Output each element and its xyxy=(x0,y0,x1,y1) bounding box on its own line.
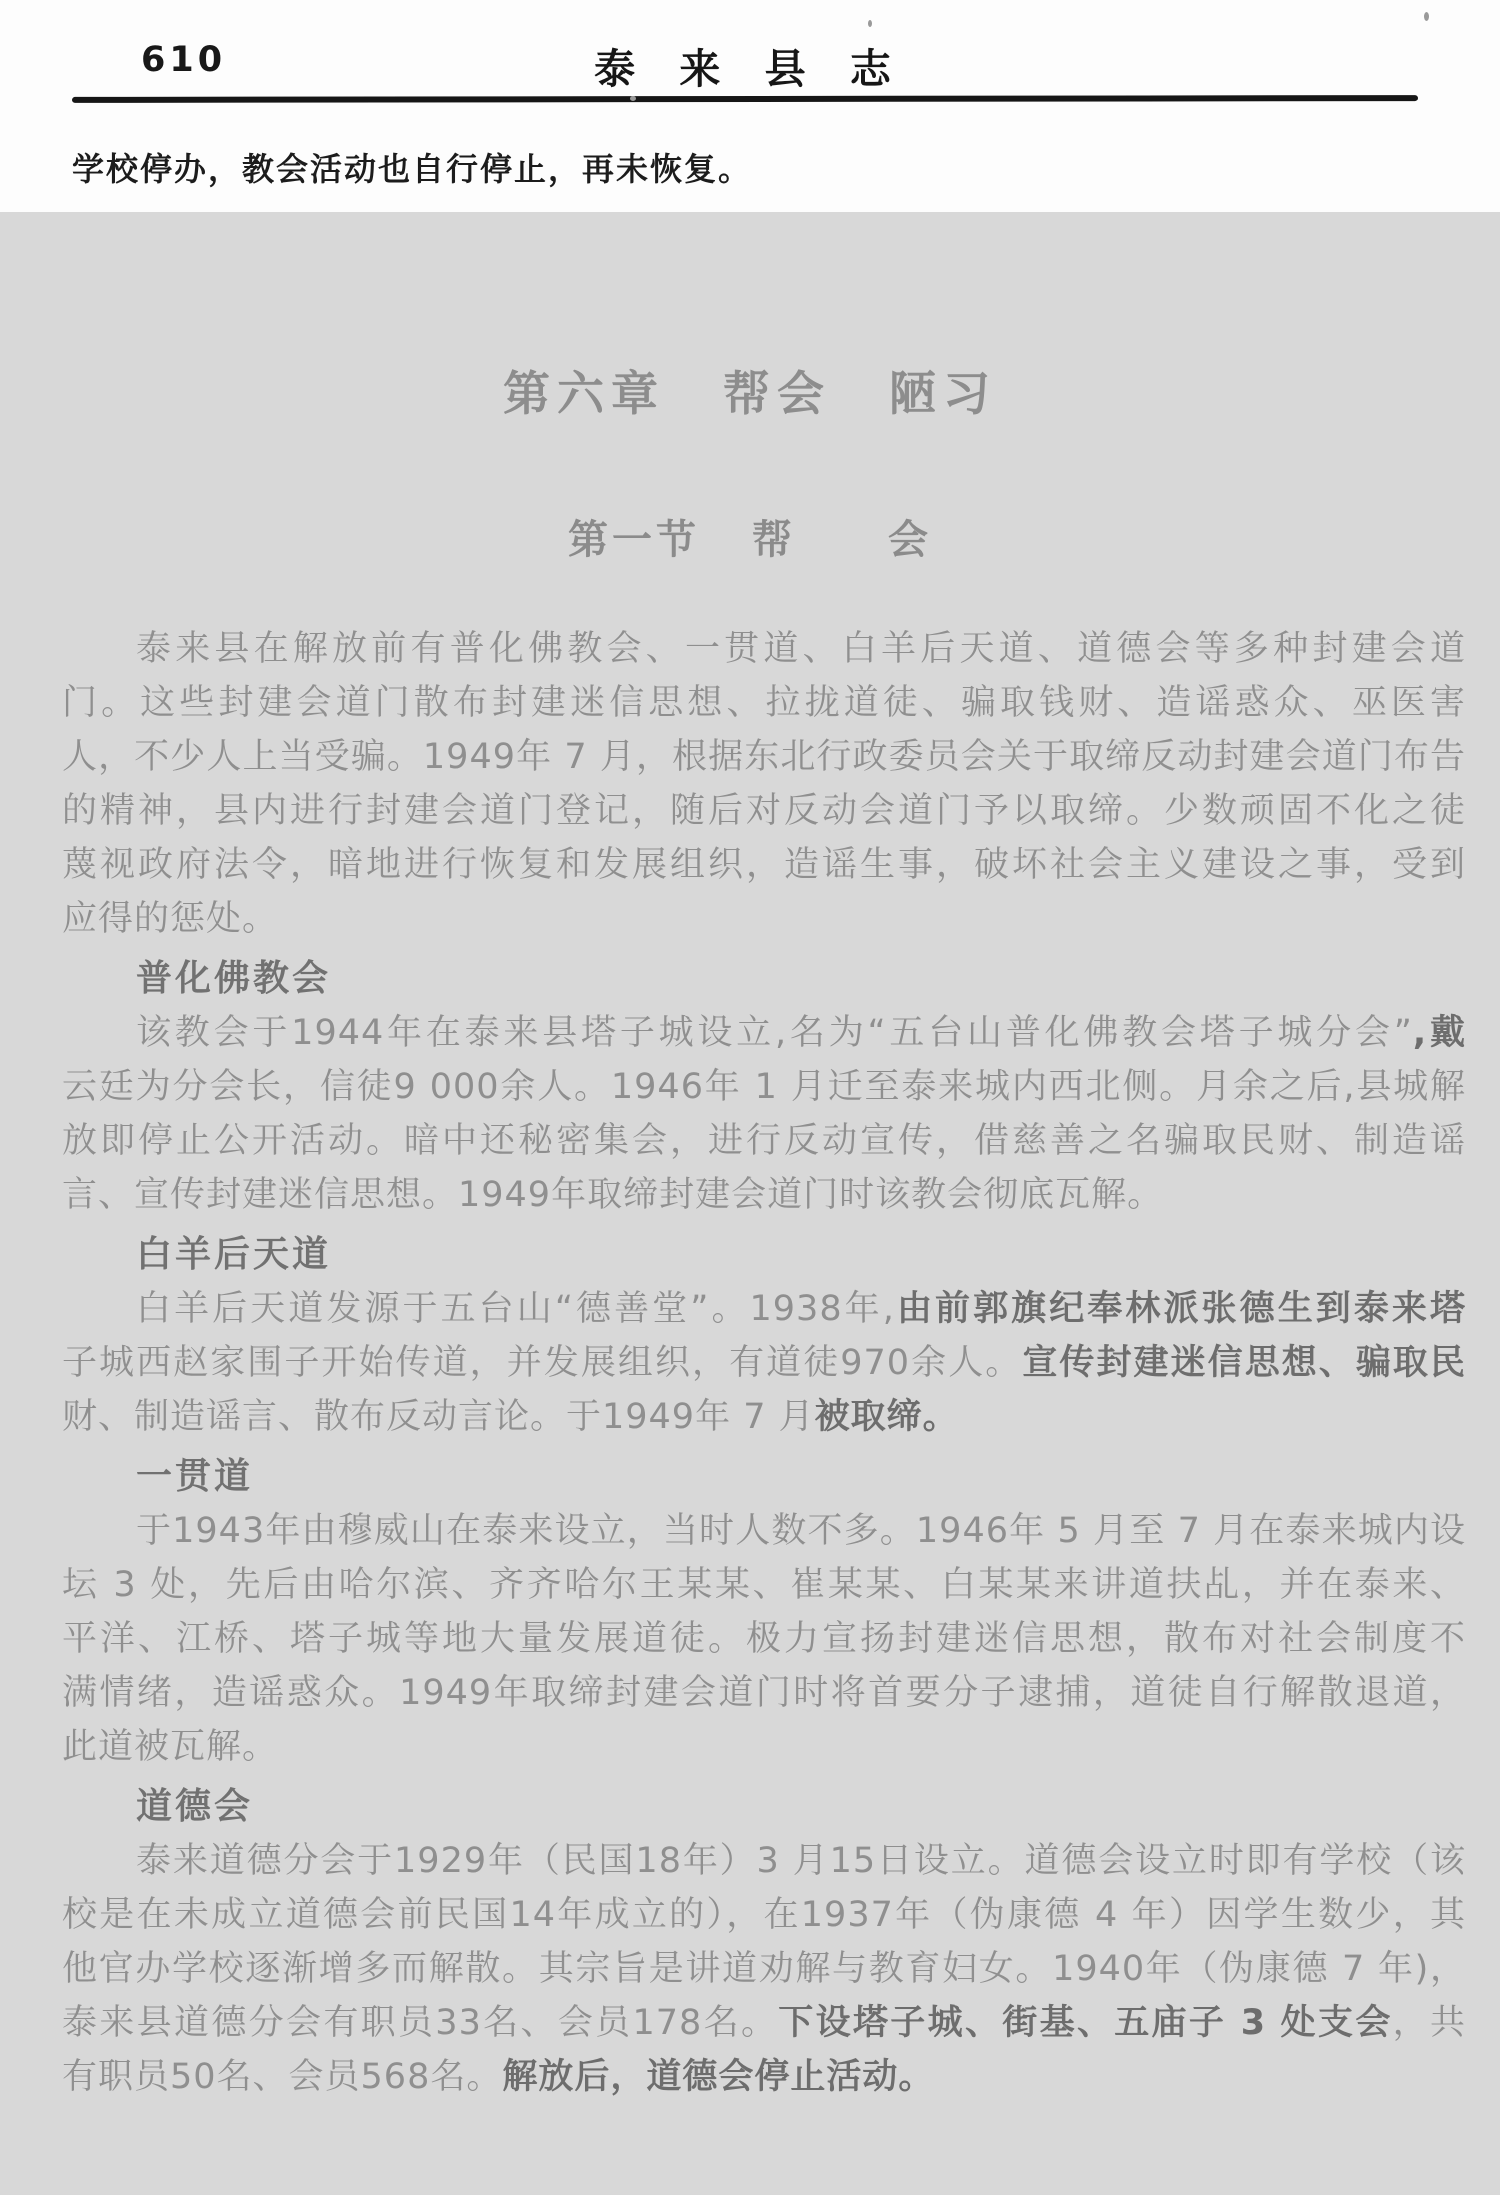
text-run: 满情绪，造谣惑众。1949年取缔封建会道门时将首要分子逮捕，道徒自行解散退道， xyxy=(62,1673,1466,1713)
text-run: 白羊后天道发源于五台山“德善堂”。1938年, xyxy=(136,1289,895,1329)
bold-text-run: 解放后，道德会停止活动。 xyxy=(502,2057,935,2097)
text-run: 的精神，县内进行封建会道门登记，随后对反动会道门予以取缔。少数顽固不化之徒 xyxy=(62,791,1466,831)
text-run: 校是在未成立道德会前民国14年成立的），在1937年（伪康德 4 年）因学生数少，其 xyxy=(62,1895,1466,1935)
text-run: 平洋、江桥、塔子城等地大量发展道徒。极力宣扬封建迷信思想，散布对社会制度不 xyxy=(62,1619,1466,1659)
scan-noise-speck xyxy=(1424,12,1429,21)
text-run: 有职员50名、会员568名。 xyxy=(62,2057,503,2097)
book-title: 泰 来 县 志 xyxy=(594,45,906,93)
text-run: 该教会于1944年在泰来县塔子城设立,名为“五台山普化佛教会塔子城分会” xyxy=(136,1013,1413,1053)
text-run: 财、制造谣言、散布反动言论。于1949年 7 月 xyxy=(62,1397,815,1437)
scanned-gray-block xyxy=(0,212,1500,2195)
text-run: ，共 xyxy=(1392,2003,1466,2043)
text-run: 坛 3 处，先后由哈尔滨、齐齐哈尔王某某、崔某某、白某某来讲道扶乩，并在泰来、 xyxy=(62,1565,1466,1605)
text-line xyxy=(62,1390,1466,1444)
text-run: 泰来道德分会于1929年（民国18年）3 月15日设立。道德会设立时即有学校（该 xyxy=(136,1841,1466,1881)
section-char-hui: 会 xyxy=(888,517,932,563)
carryover-sentence: 学校停办，教会活动也自行停止，再未恢复。 xyxy=(72,150,753,188)
text-line xyxy=(62,1888,1466,1942)
text-run: 蔑视政府法令，暗地进行恢复和发展组织，造谣生事，破坏社会主义建设之事，受到 xyxy=(62,845,1466,885)
subsection-heading: 一贯道 xyxy=(136,1456,254,1497)
text-run: 泰来县道德分会有职员33名、会员178名。 xyxy=(62,2003,779,2043)
section-title xyxy=(0,516,1500,564)
subsection-heading: 道德会 xyxy=(136,1786,254,1827)
text-run: 放即停止公开活动。暗中还秘密集会，进行反动宣传，借慈善之名骗取民财、制造谣 xyxy=(62,1121,1466,1161)
paragraph xyxy=(62,1504,1466,1774)
scan-noise-speck xyxy=(868,20,872,27)
text-line xyxy=(62,1666,1466,1720)
text-line xyxy=(62,892,1466,946)
chapter-title xyxy=(0,368,1500,422)
text-line xyxy=(62,1612,1466,1666)
text-line xyxy=(62,1504,1466,1558)
text-line xyxy=(62,1114,1466,1168)
text-line xyxy=(62,1834,1466,1888)
text-line xyxy=(62,2050,1466,2104)
text-run: 泰来县在解放前有普化佛教会、一贯道、白羊后天道、道德会等多种封建会道 xyxy=(136,629,1466,669)
section-char-bang: 帮 xyxy=(752,517,796,563)
scan-noise-speck xyxy=(630,96,636,101)
paragraph xyxy=(62,1282,1466,1444)
section-label: 第一节 xyxy=(568,517,700,563)
text-line xyxy=(62,1996,1466,2050)
text-line xyxy=(62,622,1466,676)
subsection-heading: 普化佛教会 xyxy=(136,958,332,999)
text-line xyxy=(62,838,1466,892)
text-run: 门。这些封建会道门散布封建迷信思想、拉拢道徒、骗取钱财、造谣惑众、巫医害 xyxy=(62,683,1466,723)
text-run: 人，不少人上当受骗。1949年 7 月，根据东北行政委员会关于取缔反动封建会道门布告 xyxy=(62,737,1466,777)
chapter-word-louxi: 陋习 xyxy=(889,367,997,422)
chapter-label: 第六章 xyxy=(503,367,665,422)
text-line xyxy=(62,1720,1466,1774)
text-line xyxy=(62,1006,1466,1060)
text-run: 此道被瓦解。 xyxy=(62,1727,279,1767)
text-line xyxy=(62,1558,1466,1612)
text-run: 子城西赵家围子开始传道，并发展组织，有道徒970余人。 xyxy=(62,1343,1023,1383)
text-line xyxy=(62,676,1466,730)
paragraph xyxy=(62,1006,1466,1222)
chapter-word-banghui: 帮会 xyxy=(723,367,831,422)
bold-text-run: 由前郭旗纪奉林派张德生到泰来塔 xyxy=(894,1289,1466,1329)
text-line xyxy=(62,784,1466,838)
text-run: 言、宣传封建迷信思想。1949年取缔封建会道门时该教会彻底瓦解。 xyxy=(62,1175,1164,1215)
bold-text-run: 被取缔。 xyxy=(814,1397,959,1437)
paragraph xyxy=(62,1834,1466,2104)
subsection-heading: 白羊后天道 xyxy=(136,1234,332,1275)
bold-text-run: 宣传封建迷信思想、骗取民 xyxy=(1022,1343,1466,1383)
text-run: 于1943年由穆威山在泰来设立，当时人数不多。1946年 5 月至 7 月在泰来城内设 xyxy=(136,1511,1466,1551)
text-run: 云廷为分会长，信徒9 000余人。1946年 1 月迁至泰来城内西北侧。月余之后,县城解 xyxy=(62,1067,1466,1107)
text-line xyxy=(62,1282,1466,1336)
page-number: 610 xyxy=(141,40,227,80)
text-line xyxy=(62,1168,1466,1222)
text-line xyxy=(62,1942,1466,1996)
bold-text-run: 下设塔子城、街基、五庙子 3 处支会 xyxy=(778,2003,1393,2043)
header-rule xyxy=(72,95,1418,103)
bold-text-run: ,戴 xyxy=(1412,1013,1466,1053)
text-line xyxy=(62,730,1466,784)
text-run: 应得的惩处。 xyxy=(62,899,279,939)
text-line xyxy=(62,1336,1466,1390)
text-line xyxy=(62,1060,1466,1114)
body-text xyxy=(0,622,1500,2104)
paragraph xyxy=(62,622,1466,946)
text-run: 他官办学校逐渐增多而解散。其宗旨是讲道劝解与教育妇女。1940年（伪康德 7 年)， xyxy=(62,1949,1466,1989)
